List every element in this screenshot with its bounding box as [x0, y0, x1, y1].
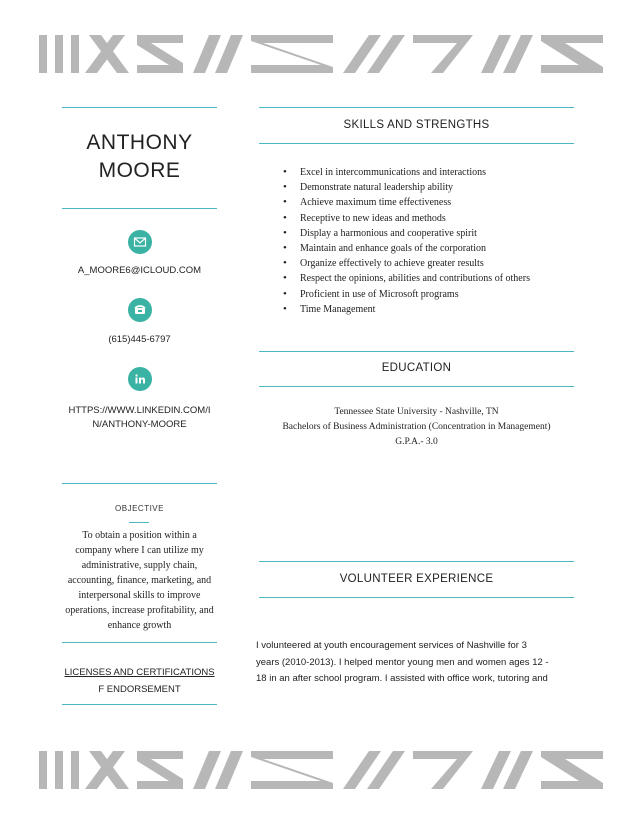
first-name: ANTHONY: [86, 131, 193, 154]
licenses-section: [58, 664, 221, 698]
list-item: • Organize effectively to achieve greater results: [283, 256, 530, 271]
list-item: • Demonstrate natural leadership ability: [283, 180, 530, 195]
divider: [62, 483, 217, 484]
license-item: F ENDORSEMENT: [98, 684, 181, 695]
phone-icon: [128, 298, 152, 322]
linkedin-url[interactable]: HTTPS://WWW.LINKEDIN.COM/I N/ANTHONY-MOORE: [68, 405, 211, 430]
education-details: [259, 405, 574, 450]
volunteer-heading: VOLUNTEER EXPERIENCE: [339, 573, 494, 585]
degree: Bachelors of Business Administration (Concentration in Management): [282, 422, 551, 432]
linkedin-icon: [128, 367, 152, 391]
phone-number[interactable]: (615)445-6797: [108, 334, 171, 345]
gpa: G.P.A.- 3.0: [395, 437, 438, 447]
education-heading: EDUCATION: [381, 362, 452, 374]
volunteer-text: I volunteered at youth encouragement services of Nashville for 3 years (2010-2013). I helped mentor young men and women ages 12 - 18 in an after school program. I assisted with office work, tutoring and: [256, 640, 549, 684]
divider: [259, 561, 574, 562]
divider: [259, 386, 574, 387]
list-item: • Time Management: [283, 302, 530, 317]
licenses-heading: LICENSES AND CERTIFICATIONS: [64, 667, 215, 678]
bottom-decorative-band: [33, 749, 611, 791]
list-item: • Achieve maximum time effectiveness: [283, 195, 530, 210]
list-item: • Excel in intercommunications and interactions: [283, 165, 530, 180]
divider: [129, 522, 149, 523]
divider: [62, 642, 217, 643]
list-item: • Respect the opinions, abilities and contributions of others: [283, 271, 530, 286]
list-item: • Maintain and enhance goals of the corporation: [283, 241, 530, 256]
divider: [62, 208, 217, 209]
email-icon: [128, 230, 152, 254]
last-name: MOORE: [98, 159, 181, 182]
skills-heading: SKILLS AND STRENGTHS: [343, 119, 490, 131]
email-address[interactable]: A_MOORE6@ICLOUD.COM: [77, 265, 202, 276]
divider: [259, 597, 574, 598]
candidate-name: [62, 129, 217, 185]
skills-list: [283, 165, 530, 317]
divider: [259, 351, 574, 352]
objective-heading: OBJECTIVE: [115, 504, 164, 513]
divider: [259, 107, 574, 108]
objective-text: To obtain a position within a company where I can utilize my administrative, supply chain, accounting, finance, marketing, and interpersonal skills to improve operations, increase profitability, and enhance growth: [65, 530, 214, 631]
school-name: Tennessee State University - Nashville, TN: [334, 407, 499, 417]
divider: [259, 143, 574, 144]
list-item: • Proficient in use of Microsoft programs: [283, 287, 530, 302]
top-decorative-band: [33, 33, 611, 75]
list-item: • Display a harmonious and cooperative spirit: [283, 226, 530, 241]
divider: [62, 704, 217, 705]
list-item: • Receptive to new ideas and methods: [283, 211, 530, 226]
divider: [62, 107, 217, 108]
